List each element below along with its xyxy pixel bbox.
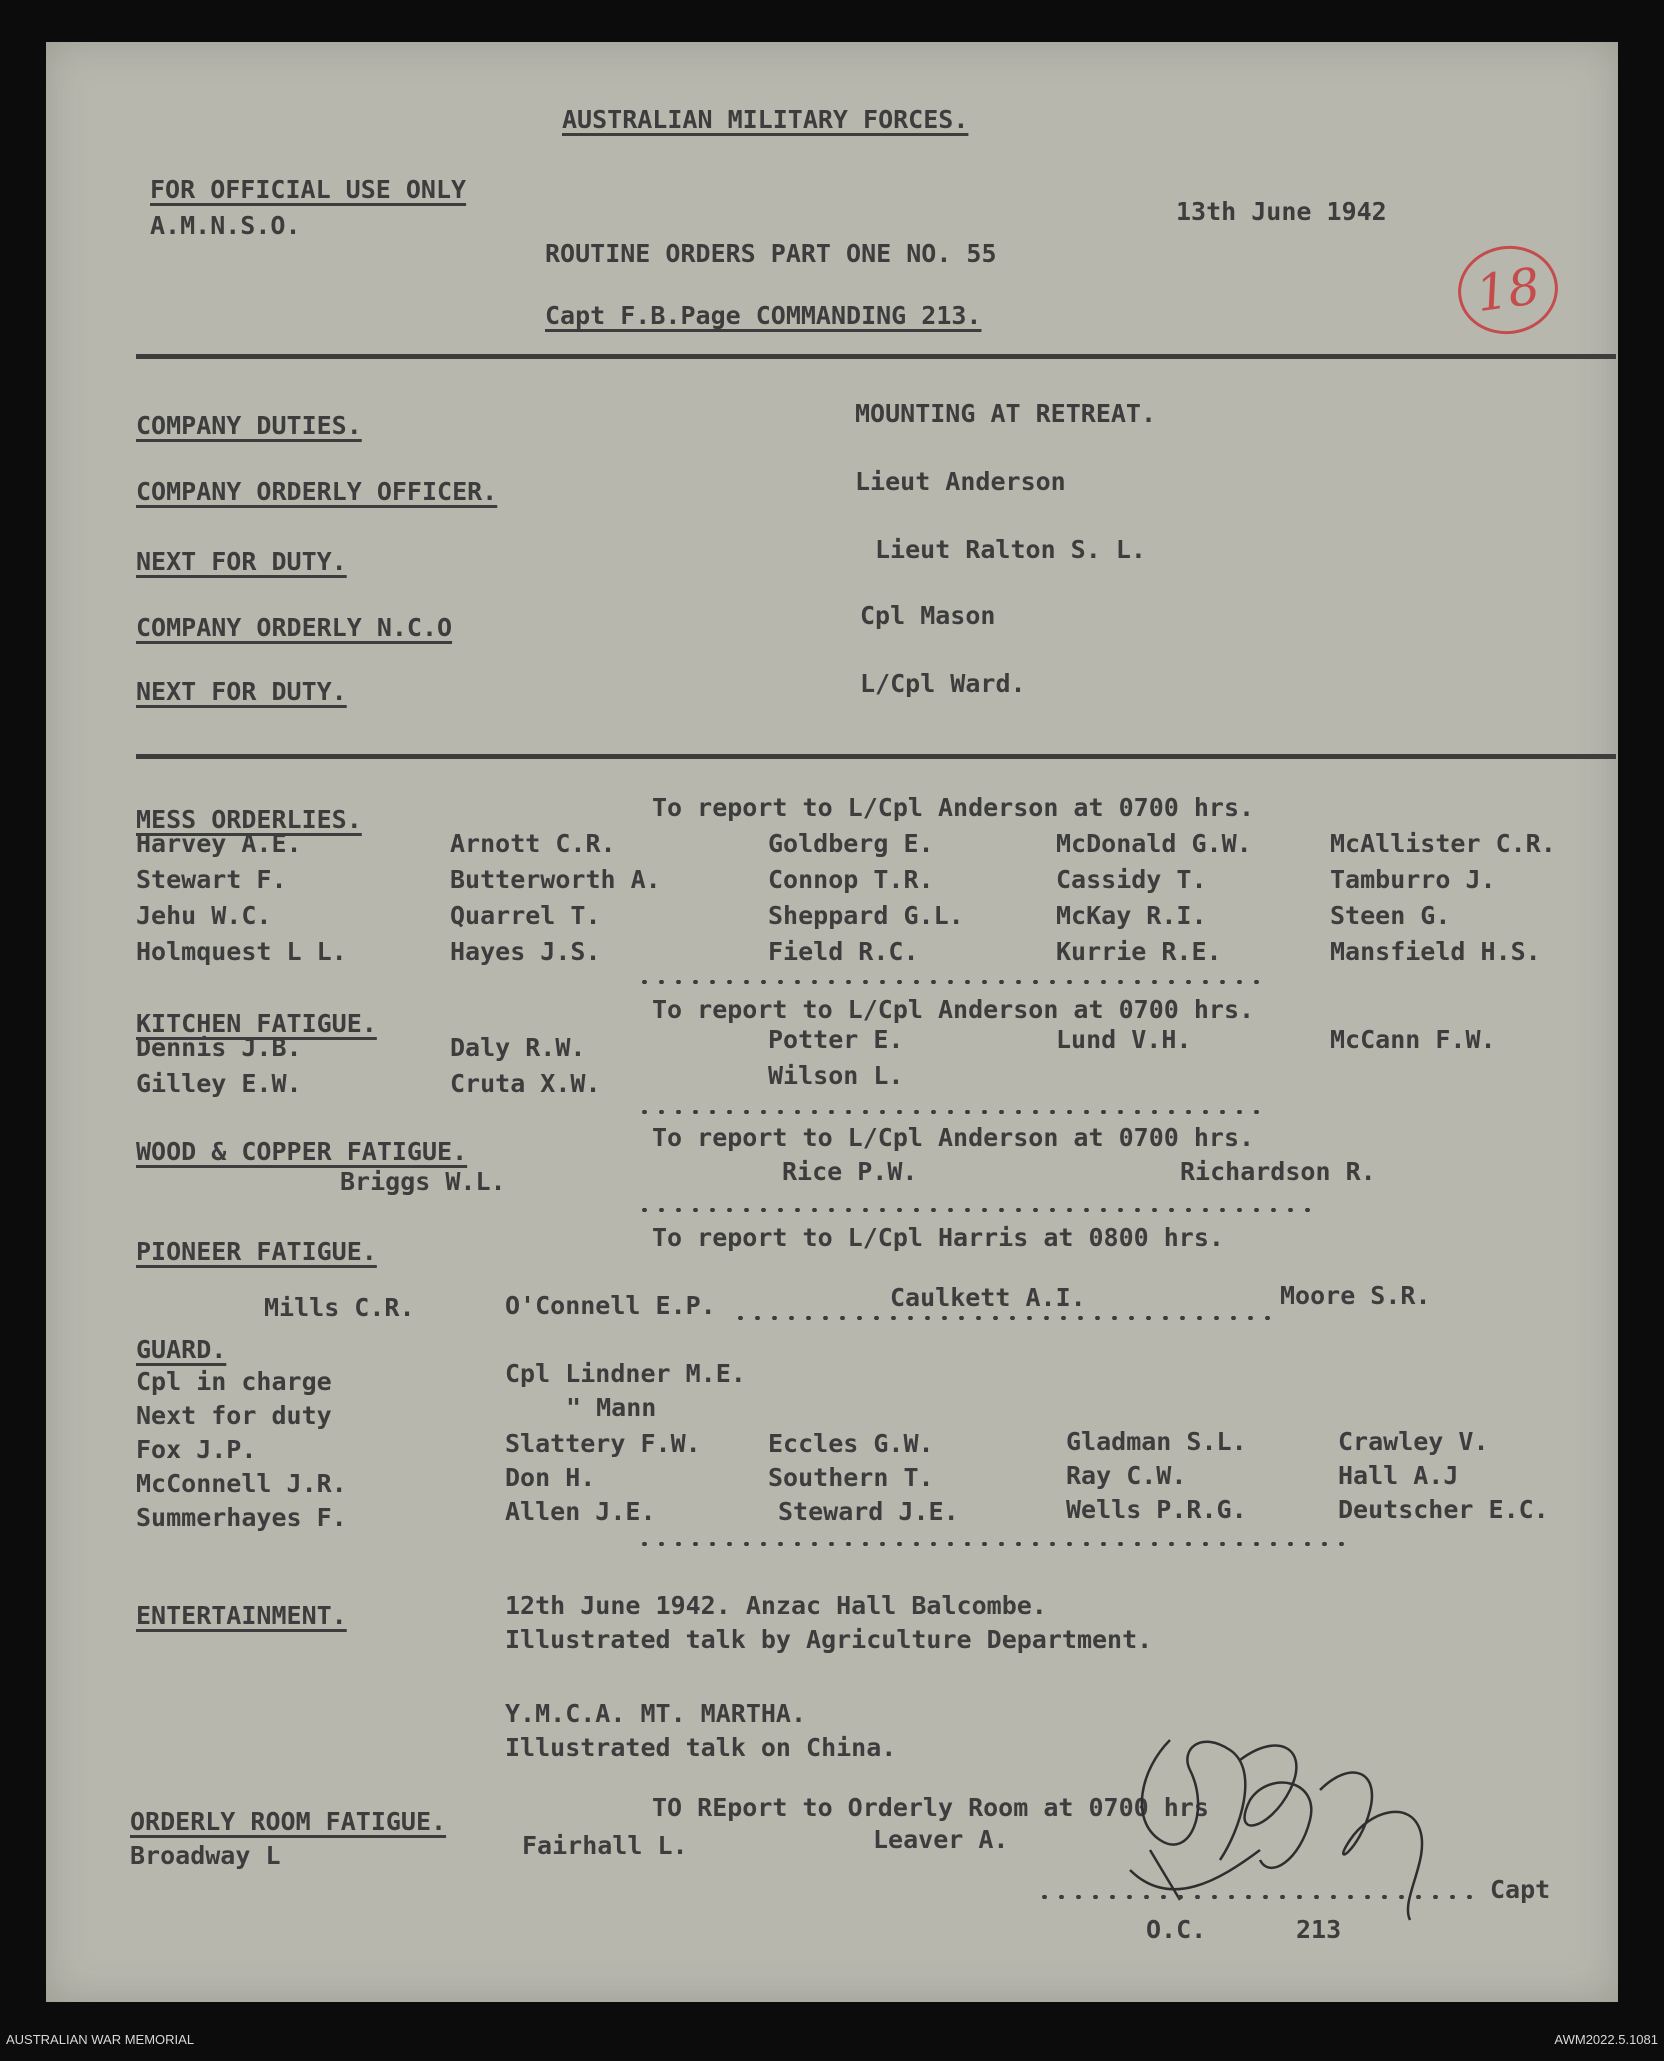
roster-name: Don H.	[505, 1463, 596, 1492]
wood-copper-fatigue-label: WOOD & COPPER FATIGUE.	[136, 1137, 468, 1166]
pioneer-fatigue-label: PIONEER FATIGUE.	[136, 1237, 377, 1266]
officer-commanding-label: O.C.	[1146, 1915, 1207, 1944]
roster-name: Dennis J.B.	[136, 1033, 302, 1062]
kitchen-fatigue-label: KITCHEN FATIGUE.	[136, 1009, 377, 1038]
roster-name: Connop T.R.	[768, 865, 934, 894]
roster-name: Crawley V.	[1338, 1427, 1489, 1456]
next-nco-value: L/Cpl Ward.	[860, 669, 1026, 698]
entertainment-line: Y.M.C.A. MT. MARTHA.	[505, 1699, 807, 1728]
orderly-officer-label: COMPANY ORDERLY OFFICER.	[136, 477, 498, 506]
roster-name: McKay R.I.	[1056, 901, 1207, 930]
roster-name: Mills C.R.	[264, 1293, 415, 1322]
wood-instruction: To report to L/Cpl Anderson at 0700 hrs.	[652, 1123, 1255, 1152]
roster-name: Harvey A.E.	[136, 829, 302, 858]
roster-name: Gladman S.L.	[1066, 1427, 1247, 1456]
dotted-separator	[636, 1208, 1316, 1212]
archive-reference: AWM2022.5.1081	[1554, 2032, 1658, 2047]
roster-name: Briggs W.L.	[340, 1167, 506, 1196]
orderly-room-instruction: TO REport to Orderly Room at 0700 hrs	[652, 1793, 1209, 1822]
roster-name: Rice P.W.	[782, 1157, 918, 1186]
roster-name: Leaver A.	[873, 1825, 1009, 1854]
roster-name: Jehu W.C.	[136, 901, 272, 930]
signature-dotted-line	[1036, 1895, 1476, 1899]
archive-credit: AUSTRALIAN WAR MEMORIAL	[6, 2032, 195, 2047]
roster-name: Moore S.R.	[1280, 1281, 1431, 1310]
roster-name: Steward J.E.	[778, 1497, 959, 1526]
roster-name: McConnell J.R.	[136, 1469, 347, 1498]
next-for-duty-value: " Mann	[566, 1393, 657, 1422]
roster-name: Hall A.J	[1338, 1461, 1459, 1490]
entertainment-line: Illustrated talk on China.	[505, 1733, 897, 1762]
roster-name: Ray C.W.	[1066, 1461, 1187, 1490]
cpl-in-charge-value: Cpl Lindner M.E.	[505, 1359, 746, 1388]
orderly-officer-value: Lieut Anderson	[855, 467, 1066, 496]
unit-code: A.M.N.S.O.	[150, 211, 301, 240]
signature-unit: 213	[1296, 1915, 1342, 1944]
roster-name: Hayes J.S.	[450, 937, 601, 966]
roster-name: McCann F.W.	[1330, 1025, 1496, 1054]
roster-name: Summerhayes F.	[136, 1503, 347, 1532]
orderly-nco-label: COMPANY ORDERLY N.C.O	[136, 613, 453, 642]
roster-name: Mansfield H.S.	[1330, 937, 1541, 966]
pioneer-instruction: To report to L/Cpl Harris at 0800 hrs.	[652, 1223, 1224, 1252]
next-officer-value: Lieut Ralton S. L.	[875, 535, 1146, 564]
roster-name: McDonald G.W.	[1056, 829, 1252, 858]
signature-scrawl	[1110, 1710, 1460, 1940]
roster-name: Steen G.	[1330, 901, 1451, 930]
dotted-separator	[636, 1110, 1266, 1114]
signature-rank: Capt	[1490, 1875, 1551, 1904]
orders-title: ROUTINE ORDERS PART ONE NO. 55	[545, 239, 997, 268]
entertainment-label: ENTERTAINMENT.	[136, 1601, 347, 1630]
roster-name: Allen J.E.	[505, 1497, 656, 1526]
guard-label: GUARD.	[136, 1335, 227, 1364]
roster-name: Daly R.W.	[450, 1033, 586, 1062]
company-duties-label: COMPANY DUTIES.	[136, 411, 362, 440]
mess-instruction: To report to L/Cpl Anderson at 0700 hrs.	[652, 793, 1255, 822]
roster-name: Quarrel T.	[450, 901, 601, 930]
next-nco-label: NEXT FOR DUTY.	[136, 677, 347, 706]
roster-name: Caulkett A.I.	[890, 1283, 1086, 1312]
dotted-separator	[636, 980, 1266, 984]
roster-name: Deutscher E.C.	[1338, 1495, 1549, 1524]
document-title: AUSTRALIAN MILITARY FORCES.	[562, 105, 969, 134]
dotted-separator	[732, 1316, 1272, 1320]
roster-name: Gilley E.W.	[136, 1069, 302, 1098]
next-officer-label: NEXT FOR DUTY.	[136, 547, 347, 576]
entertainment-line: Illustrated talk by Agriculture Department.	[505, 1625, 1153, 1654]
roster-name: Field R.C.	[768, 937, 919, 966]
roster-name: Tamburro J.	[1330, 865, 1496, 894]
roster-name: Potter E.	[768, 1025, 904, 1054]
roster-name: Butterworth A.	[450, 865, 661, 894]
mess-orderlies-label: MESS ORDERLIES.	[136, 805, 362, 834]
classification-label: FOR OFFICIAL USE ONLY	[150, 175, 467, 204]
roster-name: Goldberg E.	[768, 829, 934, 858]
duties-divider	[136, 754, 1616, 759]
order-date: 13th June 1942	[1176, 197, 1387, 226]
roster-name: Slattery F.W.	[505, 1429, 701, 1458]
roster-name: Richardson R.	[1180, 1157, 1376, 1186]
header-divider	[136, 354, 1616, 359]
dotted-separator	[636, 1542, 1346, 1546]
next-for-duty-label: Next for duty	[136, 1401, 332, 1430]
roster-name: Arnott C.R.	[450, 829, 616, 858]
roster-name: Eccles G.W.	[768, 1429, 934, 1458]
roster-name: Fox J.P.	[136, 1435, 257, 1464]
commanding-officer: Capt F.B.Page COMMANDING 213.	[545, 301, 982, 330]
roster-name: O'Connell E.P.	[505, 1291, 716, 1320]
roster-name: Cassidy T.	[1056, 865, 1207, 894]
roster-name: Cruta X.W.	[450, 1069, 601, 1098]
roster-name: Stewart F.	[136, 865, 287, 894]
company-duties-value: MOUNTING AT RETREAT.	[855, 399, 1157, 428]
kitchen-instruction: To report to L/Cpl Anderson at 0700 hrs.	[652, 995, 1255, 1024]
roster-name: Lund V.H.	[1056, 1025, 1192, 1054]
cpl-in-charge-label: Cpl in charge	[136, 1367, 332, 1396]
roster-name: Southern T.	[768, 1463, 934, 1492]
roster-name: Holmquest L L.	[136, 937, 347, 966]
roster-name: Wilson L.	[768, 1061, 904, 1090]
roster-name: Fairhall L.	[522, 1831, 688, 1860]
folio-stamp: 18	[1452, 239, 1563, 340]
orderly-nco-value: Cpl Mason	[860, 601, 996, 630]
roster-name: McAllister C.R.	[1330, 829, 1556, 858]
entertainment-line: 12th June 1942. Anzac Hall Balcombe.	[505, 1591, 1047, 1620]
roster-name: Sheppard G.L.	[768, 901, 964, 930]
orderly-room-fatigue-label: ORDERLY ROOM FATIGUE.	[130, 1807, 447, 1836]
roster-name: Kurrie R.E.	[1056, 937, 1222, 966]
roster-name: Broadway L	[130, 1841, 281, 1870]
roster-name: Wells P.R.G.	[1066, 1495, 1247, 1524]
